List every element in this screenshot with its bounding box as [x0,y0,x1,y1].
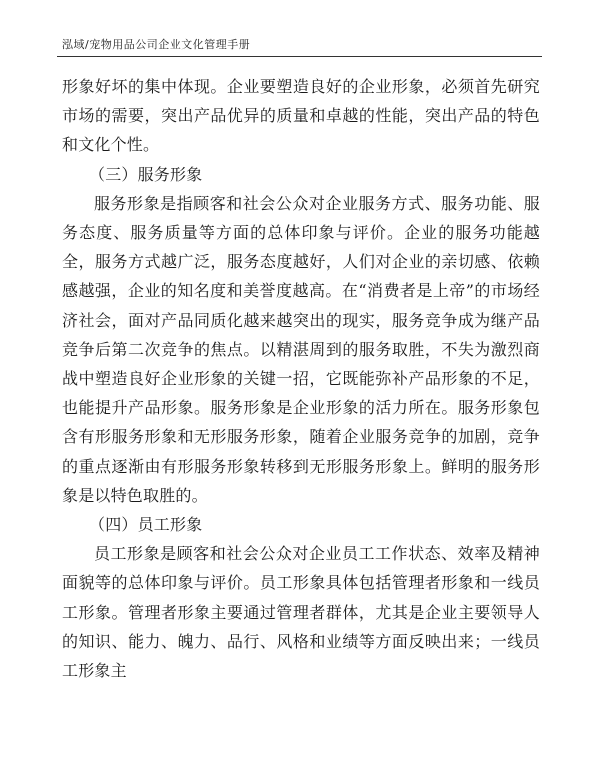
paragraph-employee-image: 员工形象是顾客和社会公众对企业员工工作状态、效率及精神面貌等的总体印象与评价。员工形象具体包括管理者形象和一线员工形象。管理者形象主要通过管理者群体，尤其是企业主要领导人的知识、能力、魄力、品行、风格和业绩等方面反映出来；一线员工形象主 [62,544,540,681]
section-heading-employee-image: （四）员工形象 [89,515,203,535]
body-text [62,72,540,685]
header-divider [57,56,542,57]
running-header-title: 泓域/宠物用品公司企业文化管理手册 [62,38,251,51]
section-heading-service-image: （三）服务形象 [89,164,203,184]
paragraph-continued: 形象好坏的集中体现。企业要塑造良好的企业形象，必须首先研究市场的需要，突出产品优异的质量和卓越的性能，突出产品的特色和文化个性。 [62,77,540,155]
paragraph-service-image: 服务形象是指顾客和社会公众对企业服务方式、服务功能、服务态度、服务质量等方面的总体印象与评价。企业的服务功能越全，服务方式越广泛，服务态度越好，人们对企业的亲切感、依赖感越强，企业的知名度和美誉度越高。在“消费者是上帝”的市场经济社会，面对产品同质化越来越突出的现实，服务竞争成为继产品竞争后第二次竞争的焦点。以精湛周到的服务取胜，不失为激烈商战中塑造良好企业形象的关键一招，它既能弥补产品形象的不足，也能提升产品形象。服务形象是企业形象的活力所在。服务形象包含有形服务形象和无形服务形象，随着企业服务竞争的加剧，竞争的重点逐渐由有形服务形象转移到无形服务形象上。鲜明的服务形象是以特色取胜的。 [62,193,540,505]
